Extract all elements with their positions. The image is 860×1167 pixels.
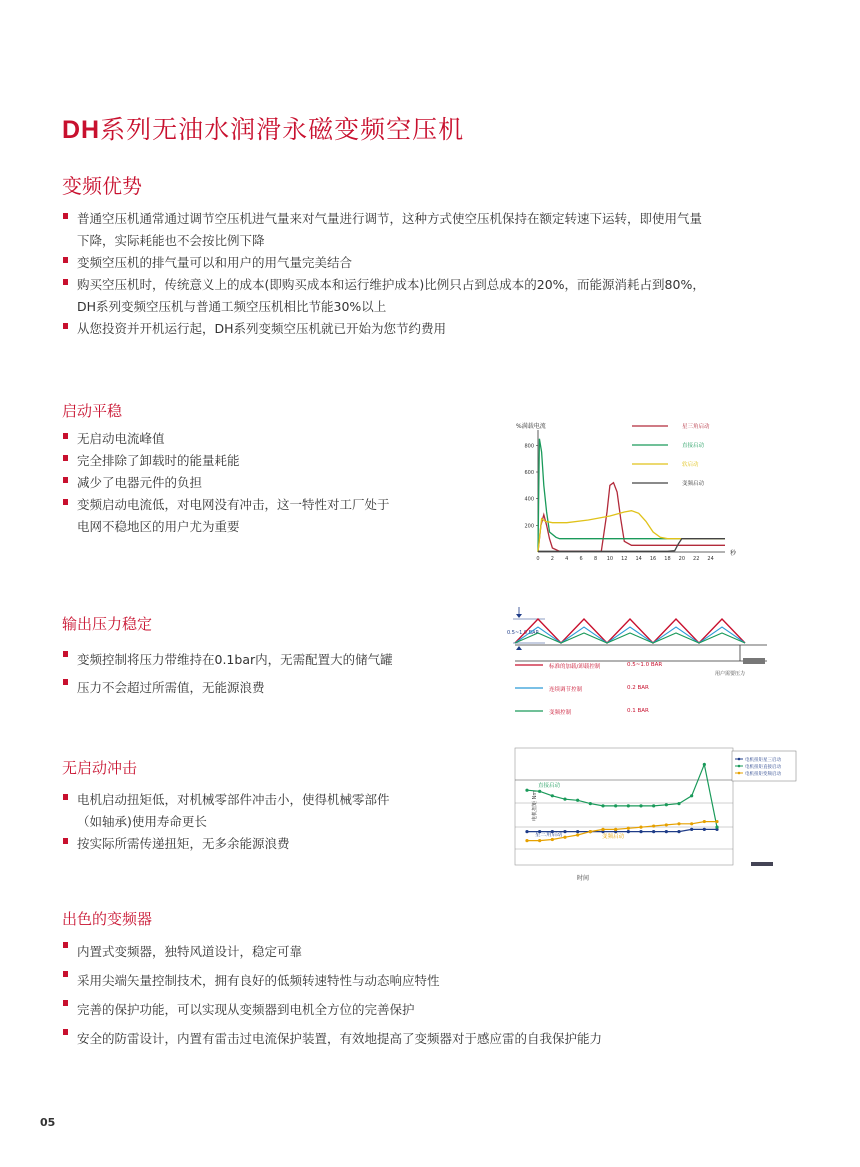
chart3-point [614,828,617,831]
list-item [62,789,482,833]
list-item-text: 变频启动电流低，对电网没有冲击，这一特性对工厂处于 [77,497,390,512]
chart3-legend-label: 电机扭矩星三启动 [745,758,781,763]
chart1-legend-label: 变频启动 [682,481,705,487]
list-item [62,318,822,340]
chart1-xtick: 0 [536,556,540,562]
chart3-point [563,836,566,839]
chart3-point [525,830,528,833]
chart1-xtick: 8 [593,556,598,562]
chart1-legend-label: 直接启动 [682,443,705,449]
chart1-xtick: 24 [707,556,714,562]
list-item [62,494,462,538]
chart3-point [563,830,566,833]
chart3-point [677,802,680,805]
chart3-legend-label: 电机扭矩直接启动 [745,765,781,770]
chart3-point [677,830,680,833]
chart1-xtick: 18 [664,556,671,562]
chart1-xtick: 14 [635,556,642,562]
chart2-band-label: 0.5~1.0 BAR [507,630,540,636]
chart3-xlabel: 时间 [577,875,590,882]
chart3-point [690,822,693,825]
list-item [62,674,482,702]
list-item-text: 减少了电器元件的负担 [77,475,203,490]
chart3-point [665,830,668,833]
chart3-label-vfd: 变频启动 [602,834,625,840]
chart2-legend-label: 标准的加载/卸载控制 [549,664,601,670]
chart2-legend-label: 变频控制 [549,710,572,716]
chart1-legend-label: 软启动 [682,462,699,468]
list-item-text: DH系列变频空压机与普通工频空压机相比节能30%以上 [77,299,387,314]
chart1-xtick: 20 [678,556,686,562]
list-item [62,274,822,318]
startup-torque-chart [505,745,800,885]
list-item [62,646,482,674]
chart3-point [601,828,604,831]
chart3-point [627,827,630,830]
chart3-point [576,830,579,833]
chart3-point [652,830,655,833]
chart3-point [665,823,668,826]
chart3-point [538,790,541,793]
chart3-point [525,789,528,792]
chart1-ylabel: %满载电流 [516,423,546,430]
chart3-point [639,830,642,833]
list-item-text: 购买空压机时，传统意义上的成本(即购买成本和运行维护成本)比例只占到总成本的20%，而能源消耗占到80%， [77,277,705,292]
section-heading-pressure: 输出压力稳定 [62,615,153,633]
chart3-point [525,839,528,842]
pressure-control-chart [505,605,775,720]
list-item [62,1024,822,1053]
list-item [62,472,462,494]
chart3-point [538,839,541,842]
chart2-legend-value: 0.2 BAR [627,685,649,691]
list-item-text: 内置式变频器，独特风道设计，稳定可靠 [77,944,303,959]
chart3-point [589,802,592,805]
section-heading-startup: 启动平稳 [62,402,123,420]
page-number: 05 [40,1116,56,1129]
chart3-point [639,826,642,829]
chart3-point [576,799,579,802]
chart1-ytick: 800 [524,443,534,450]
chart1-xtick: 22 [693,556,700,562]
list-item [62,833,482,855]
list-item-text: 下降，实际耗能也不会按比例下降 [77,233,265,248]
chart3-point [665,803,668,806]
chart1-xlabel: 秒 [730,550,737,557]
chart2-user-label: 用户需要压力 [715,671,746,677]
chart1-ytick: 200 [524,523,534,530]
chart3-point [563,798,566,801]
chart3-point [551,838,554,841]
page-title: DH系列无油水润滑永磁变频空压机 [62,115,465,144]
chart1-xtick: 4 [565,556,569,562]
list-item [62,252,822,274]
chart1-xtick: 10 [606,556,614,562]
chart1-series-1 [538,439,725,552]
list-item-text: 无启动电流峰值 [77,431,165,446]
chart3-point [715,820,718,823]
chart3-label-star: 星三角启动 [535,832,563,838]
list-item-text: 变频控制将压力带维持在0.1bar内，无需配置大的储气罐 [77,652,393,667]
section-heading-inverter: 出色的变频器 [62,910,153,928]
chart3-point [677,822,680,825]
list-item [62,966,822,995]
list-item [62,995,822,1024]
section-heading-advantages: 变频优势 [62,174,142,198]
startup-current-chart [510,418,750,568]
chart1-legend-label: 星三角启动 [682,424,710,430]
chart3-series-1 [527,764,717,827]
list-item-text: 安全的防雷设计，内置有雷击过电流保护装置，有效地提高了变频器对于感应雷的自我保护能力 [77,1031,603,1046]
chart3-point [703,828,706,831]
list-item-text: 变频空压机的排气量可以和用户的用气量完美结合 [77,255,353,270]
chart3-point [614,804,617,807]
advantages-list [62,208,822,340]
chart2-legend-value: 0.1 BAR [627,708,649,714]
list-item [62,208,822,252]
list-item-text: 按实际所需传递扭矩，无多余能源浪费 [77,836,290,851]
list-item [62,450,462,472]
chart1-xtick: 16 [649,556,657,562]
chart3-label-direct: 直接启动 [538,783,561,789]
chart3-point [551,794,554,797]
chart3-point [690,828,693,831]
inverter-list [62,937,822,1053]
list-item-text: 电机启动扭矩低，对机械零部件冲击小，使得机械零部件 [77,792,390,807]
list-item-text: 完全排除了卸载时的能量耗能 [77,453,240,468]
impact-list [62,789,482,855]
list-item-text: 从您投资并开机运行起，DH系列变频空压机就已开始为您节约费用 [77,321,447,336]
pressure-list [62,646,482,702]
chart1-xtick: 12 [621,556,628,562]
chart3-legend-label: 电机扭矩变频启动 [745,772,781,777]
list-item-text: 完善的保护功能，可以实现从变频器到电机全方位的完善保护 [77,1002,415,1017]
section-heading-impact: 无启动冲击 [62,759,138,777]
chart3-point [703,820,706,823]
chart3-point [627,804,630,807]
list-item-text: 压力不会超过所需值，无能源浪费 [77,680,265,695]
chart3-point [715,826,718,829]
chart3-ylabel: 电机扭矩 Nm [532,790,538,821]
chart1-ytick: 400 [524,496,534,503]
chart1-xtick: 6 [579,556,583,562]
chart2-legend-label: 连续调节控制 [549,687,583,693]
list-item [62,428,462,450]
list-item [62,937,822,966]
chart3-point [639,804,642,807]
chart2-wave-1 [515,627,745,643]
list-item-text: 采用尖端矢量控制技术，拥有良好的低频转速特性与动态响应特性 [77,973,440,988]
chart3-point [652,824,655,827]
chart3-point [652,804,655,807]
chart3-point [601,804,604,807]
chart3-point [690,794,693,797]
chart2-wave-0 [515,619,745,643]
chart1-xtick: 2 [550,556,554,562]
chart3-point [627,830,630,833]
chart1-series-0 [538,483,725,552]
list-item-text: （如轴承)使用寿命更长 [77,814,207,829]
list-item-text: 普通空压机通常通过调节空压机进气量来对气量进行调节，这种方式使空压机保持在额定转速下运转，即使用气量 [77,211,703,226]
chart1-ytick: 600 [524,470,534,476]
chart2-legend-value: 0.5~1.0 BAR [627,662,663,668]
chart3-point [576,833,579,836]
list-item-text: 电网不稳地区的用户尤为重要 [77,519,240,534]
chart3-point [589,830,592,833]
startup-list [62,428,462,538]
chart3-point [703,763,706,766]
